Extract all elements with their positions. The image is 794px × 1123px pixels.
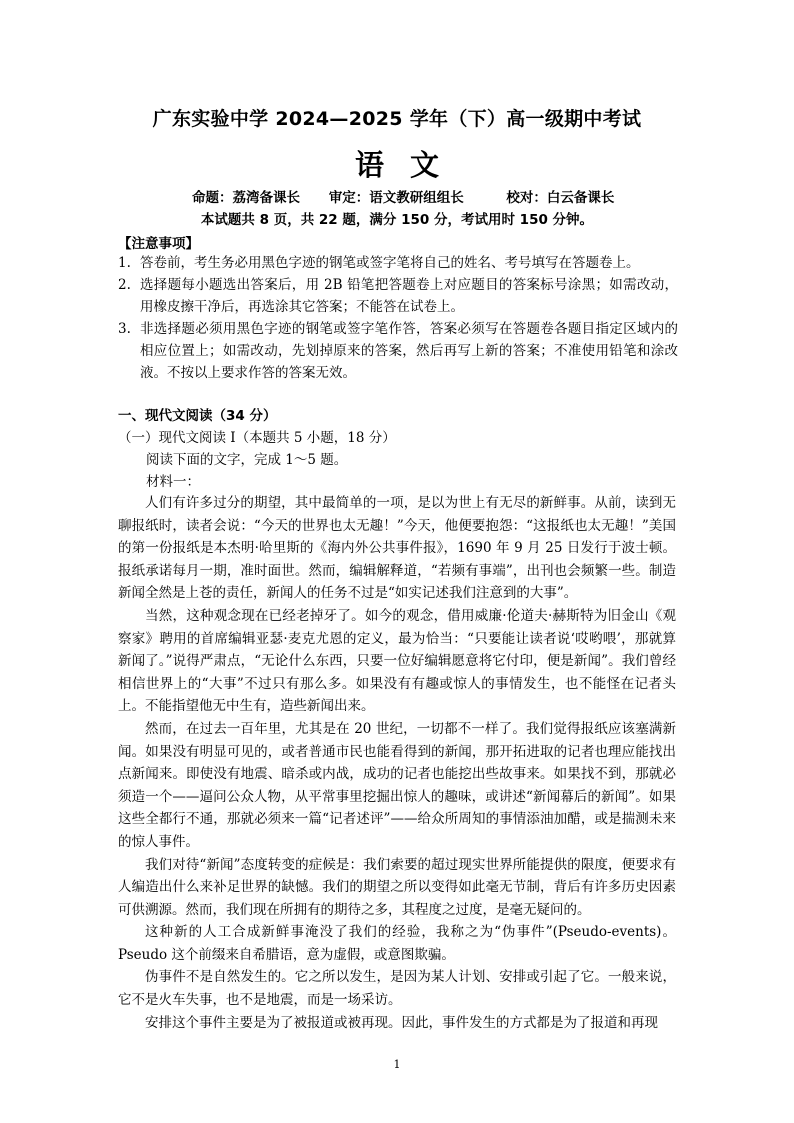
passage-paragraph: 伪事件不是自然发生的。它之所以发生，是因为某人计划、安排或引起了它。一般来说，它不是火车失事，也不是地震，而是一场采访。 <box>118 969 676 1009</box>
notice-item <box>118 318 678 384</box>
notice-item <box>118 252 678 274</box>
notice-heading: 【注意事项】 <box>118 236 199 252</box>
notice-text: 答卷前，考生务必用黑色字迹的钢笔或签字笔将自己的姓名、考号填写在答题卷上。 <box>140 255 640 271</box>
subsection-heading: （一）现代文阅读 I（本题共 5 小题，18 分） <box>118 430 396 446</box>
passage-paragraph: 当然，这种观念现在已经老掉牙了。如今的观念，借用威廉·伦道夫·赫斯特为旧金山《观察家》聘用的首席编辑亚瑟·麦克尤恩的定义，最为恰当：“只要能让读者说‘哎哟喂’，那就算新闻了。”说得严肃点，“无论什么东西，只要一位好编辑愿意将它付印，便是新闻”。我们曾经相信世界上的“大事”不过只有那么多。如果没有有趣或惊人的事情发生，也不能怪在记者头上。不能指望他无中生有，造些新闻出来。 <box>118 607 676 715</box>
passage-paragraph: 安排这个事件主要是为了被报道或被再现。因此，事件发生的方式都是为了报道和再现 <box>145 1014 658 1031</box>
passage-paragraph: 这种新的人工合成新鲜事淹没了我们的经验，我称之为“伪事件”(Pseudo-events)。Pseudo 这个前缀来自希腊语，意为虚假，或意图欺骗。 <box>118 924 676 963</box>
credit-proofreader: 校对：白云备课长 <box>506 190 615 206</box>
credit-author: 命题：荔湾备课长 <box>192 190 300 206</box>
notice-text: 选择题每小题选出答案后，用 2B 铅笔把答题卷上对应题目的答案标号涂黑；如需改动，用橡皮擦干净后，再选涂其它答案；不能答在试卷上。 <box>140 277 678 315</box>
passage-paragraph: 然而，在过去一百年里，尤其是在 20 世纪，一切都不一样了。我们觉得报纸应该塞满新闻。如果没有明显可见的，或者普通市民也能看得到的新闻，那开拓进取的记者也理应能找出点新闻来。即使没有地震、暗杀或内战，成功的记者也能挖出些故事来。如果找不到，那就必须造一个——逼问公众人物，从平常事里挖掘出惊人的趣味，或讲述“新闻幕后的新闻”。如果这些全都行不通，那就必须来一篇“记者述评”——给众所周知的事情添油加醋，或是揣测未来的惊人事件。 <box>118 720 676 850</box>
notice-list <box>118 252 678 384</box>
page-number: 1 <box>393 1058 401 1071</box>
notice-number: 1. <box>118 255 131 271</box>
credits-line <box>192 186 632 206</box>
notice-item <box>118 274 678 318</box>
section-heading: 一、现代文阅读（34 分） <box>118 408 277 424</box>
material-label: 材料一： <box>146 474 200 490</box>
notice-text: 非选择题必须用黑色字迹的钢笔或签字笔作答，答案必须写在答题卷各题目指定区域内的相应位置上；如需改动，先划掉原来的答案，然后再写上新的答案；不准使用铅笔和涂改液。不按以上要求作答的答案无效。 <box>140 321 678 381</box>
exam-title: 广东实验中学 2024—2025 学年（下）高一级期中考试 <box>152 108 642 130</box>
notice-number: 2. <box>118 277 131 293</box>
subject-title: 语文 <box>354 148 465 182</box>
reading-passage <box>118 492 676 1034</box>
passage-paragraph: 人们有许多过分的期望，其中最简单的一项，是以为世上有无尽的新鲜事。从前，读到无聊报纸时，读者会说：“今天的世界也太无趣！”今天，他便要抱怨：“这报纸也太无趣！”美国的第一份报纸是本杰明·哈里斯的《海内外公共事件报》，1690 年 9 月 25 日发行于波士顿。报纸承诺每月一期，准时面世。然而，编辑解释道，“若频有事端”，出刊也会频繁一些。制造新闻全然是上苍的责任，新闻人的任务不过是“如实记述我们注意到的大事”。 <box>118 495 676 602</box>
reading-instruction: 阅读下面的文字，完成 1～5 题。 <box>146 452 348 468</box>
credit-reviewer: 审定：语文教研组组长 <box>328 190 464 206</box>
exam-info: 本试题共 8 页，共 22 题，满分 150 分，考试用时 150 分钟。 <box>200 212 594 228</box>
notice-number: 3. <box>118 321 131 337</box>
passage-paragraph: 我们对待“新闻”态度转变的症候是：我们索要的超过现实世界所能提供的限度，便要求有人编造出什么来补足世界的缺憾。我们的期望之所以变得如此毫无节制，背后有许多历史因素可供溯源。然而，我们现在所拥有的期待之多，其程度之过度，是毫无疑问的。 <box>118 856 676 918</box>
